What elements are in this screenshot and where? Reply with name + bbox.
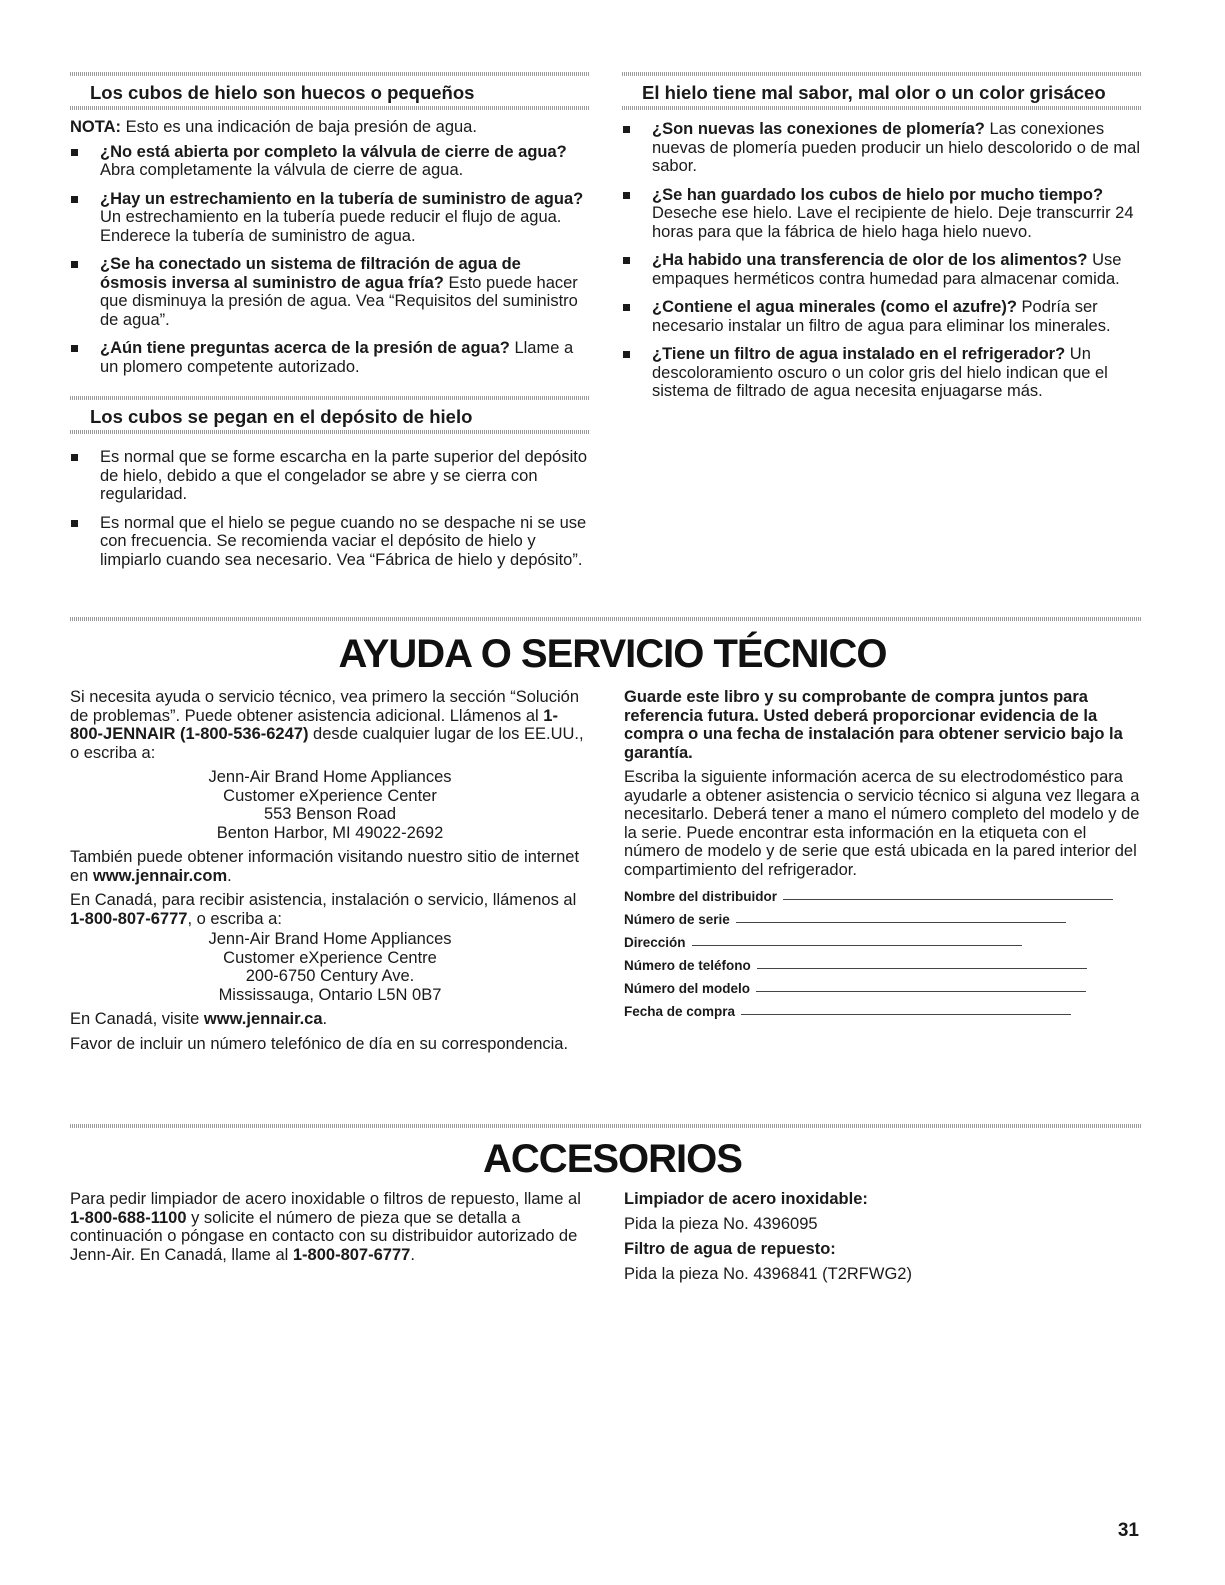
blank-line [783, 899, 1113, 900]
list-item [622, 251, 1142, 288]
question-text: ¿Ha habido una transferencia de olor de los alimentos? [652, 251, 1088, 269]
service-title: AYUDA O SERVICIO TÉCNICO [338, 632, 887, 676]
list-item [622, 186, 1142, 242]
blank-line [692, 945, 1022, 946]
question-text: ¿Se han guardado los cubos de hielo por mucho tiempo? [652, 185, 1104, 204]
order-text-end: . [410, 1245, 415, 1264]
answer-text: Use empaques herméticos contra humedad para almacenar comida. [652, 251, 1122, 288]
address-line: 553 Benson Road [263, 805, 397, 823]
filter-label: Filtro de agua de repuesto: [624, 1239, 836, 1258]
bad-taste-list [622, 120, 1142, 401]
list-item: Es normal que el hielo se pegue cuando no se despache ni se use con frecuencia. Se recomienda vaciar el depósito de hielo y limpiarlo cuando sea necesario. Vea “Fábrica de hielo y depósito”. [70, 514, 590, 570]
canada-text-end: , o escriba a: [187, 909, 282, 928]
answer-text: Podría ser necesario instalar un filtro de agua para eliminar los minerales. [652, 298, 1111, 335]
intro-text-end: desde cualquier lugar de los EE.UU., o escriba a: [70, 725, 584, 762]
form-line-purchase-date [624, 996, 1140, 1019]
hollow-cubes-list [70, 143, 590, 377]
write-info-paragraph: Escriba la siguiente información acerca de su electrodoméstico para ayudarle a obtener asistencia o servicio técnico si alguna vez llegara a necesitarlo. Deberá tener a mano el número completo del modelo y de la serie. Puede encontrar esta información en la etiqueta con el número de modelo y de serie que está ubicada en la pared interior del compartimiento del refrigerador. [624, 768, 1140, 879]
list-item [70, 190, 590, 246]
form-label: Número de teléfono [624, 958, 751, 973]
question-text: ¿Contiene el agua minerales (como el azufre)? [652, 298, 1017, 316]
address-line: Mississauga, Ontario L5N 0B7 [218, 985, 442, 1004]
answer-text: Llame a un plomero competente autorizado. [100, 339, 574, 376]
left-column-top [70, 72, 590, 386]
accessories-order-paragraph [70, 1190, 590, 1264]
address-line: Jenn-Air Brand Home Appliances [208, 768, 452, 786]
website-url: www.jennair.com [92, 866, 228, 885]
address-line: 200-6750 Century Ave. [245, 967, 415, 985]
answer-text: Un estrechamiento en la tubería puede reducir el flujo de agua. Enderece la tubería de suministro de agua. [100, 208, 562, 245]
form-label: Dirección [624, 935, 686, 950]
divider-rule [70, 617, 1142, 621]
section-heading: Los cubos de hielo son huecos o pequeños [90, 82, 475, 103]
cleaner-label: Limpiador de acero inoxidable: [624, 1190, 868, 1208]
canada-text: En Canadá, para recibir asistencia, instalación o servicio, llámenos al [70, 891, 577, 909]
form-line-dealer [624, 881, 1140, 904]
order-text: Para pedir limpiador de acero inoxidable o filtros de repuesto, llame al [70, 1190, 581, 1208]
service-left-column [70, 688, 590, 1053]
accessories-title: ACCESORIOS [483, 1137, 742, 1181]
answer-text: Deseche ese hielo. Lave el recipiente de hielo. Deje transcurrir 24 horas para que la fábrica de hielo haga hielo nuevo. [652, 204, 1134, 241]
answer-text: Las conexiones nuevas de plomería pueden producir un hielo descolorido o de mal sabor. [652, 120, 1140, 175]
right-column-top [622, 72, 1142, 411]
blank-line [756, 991, 1086, 992]
answer-text: Abra completamente la válvula de cierre de agua. [100, 161, 464, 179]
form-label: Nombre del distribuidor [624, 889, 778, 904]
form-label: Fecha de compra [624, 1004, 736, 1019]
answer-text: Un descoloramiento oscuro o un color gris del hielo indican que el sistema de filtrado de agua necesita enjuagarse más. [652, 345, 1108, 400]
page-number: 31 [1117, 1520, 1139, 1541]
left-column-bottom [70, 396, 590, 579]
section-heading: Los cubos se pegan en el depósito de hielo [90, 406, 473, 427]
answer-text: Esto puede hacer que disminuya la presión de agua. Vea “Requisitos del suministro de agua”. [100, 273, 578, 329]
us-mailing-address [70, 768, 590, 842]
section-header-hollow-cubes [70, 72, 590, 110]
address-line: Customer eXperience Center [223, 786, 437, 805]
keep-receipt-text: Guarde este libro y su comprobante de compra juntos para referencia futura. Usted deberá proporcionar evidencia de la compra o una fecha de instalación para obtener servicio bajo la garantía. [624, 688, 1123, 762]
sticking-cubes-list [70, 448, 590, 569]
us-phone-number: 1-800-JENNAIR (1-800-536-6247) [70, 706, 558, 743]
website-paragraph [70, 848, 590, 885]
address-line: Customer eXperience Centre [223, 948, 437, 967]
phone-note: Favor de incluir un número telefónico de día en su correspondencia. [70, 1034, 569, 1053]
service-intro [70, 688, 590, 762]
list-item [622, 120, 1142, 176]
form-line-model [624, 973, 1140, 996]
canada-phone-number: 1-800-807-6777 [70, 909, 188, 928]
canada-order-phone: 1-800-807-6777 [292, 1245, 411, 1264]
divider-rule [70, 1124, 1142, 1128]
intro-text: Si necesita ayuda o servicio técnico, vea primero la sección “Solución de problemas”. Puede obtener asistencia adicional. Llámenos al [70, 688, 580, 725]
question-text: ¿Aún tiene preguntas acerca de la presión de agua? [100, 339, 510, 357]
note-text: Esto es una indicación de baja presión de agua. [121, 118, 477, 136]
order-text-middle: y solicite el número de pieza que se detalla a continuación o póngase en contacto con su distribuidor autorizado de Jenn-Air. En Canadá, llame al [70, 1208, 578, 1264]
section-heading: El hielo tiene mal sabor, mal olor o un color grisáceo [642, 82, 1106, 103]
blank-line [736, 922, 1066, 923]
list-item [622, 345, 1142, 401]
canada-website-url: www.jennair.ca [203, 1010, 323, 1028]
website-text: También puede obtener información visitando nuestro sitio de internet en [70, 848, 580, 885]
question-text: ¿No está abierta por completo la válvula de cierre de agua? [100, 142, 567, 161]
question-text: ¿Hay un estrechamiento en la tubería de suministro de agua? [100, 189, 584, 208]
section-header-bad-taste [622, 72, 1142, 110]
form-line-address [624, 927, 1140, 950]
list-item [70, 339, 590, 376]
question-text: ¿Se ha conectado un sistema de filtración de agua de ósmosis inversa al suministro de agua fría? [100, 255, 521, 292]
canada-mailing-address [70, 930, 590, 1004]
address-line: Benton Harbor, MI 49022-2692 [216, 823, 444, 842]
us-order-phone: 1-800-688-1100 [70, 1208, 187, 1227]
address-line: Jenn-Air Brand Home Appliances [208, 930, 452, 948]
list-item: Es normal que se forme escarcha en la parte superior del depósito de hielo, debido a que el congelador se abre y se cierra con regularidad. [70, 448, 590, 504]
canada-website-text: En Canadá, visite [70, 1010, 204, 1028]
question-text: ¿Son nuevas las conexiones de plomería? [652, 120, 985, 138]
form-line-serial [624, 904, 1140, 927]
record-form [624, 881, 1140, 1019]
canada-website-text-end: . [322, 1010, 328, 1028]
keep-receipt-notice [624, 688, 1140, 762]
list-item [70, 143, 590, 180]
list-item [70, 255, 590, 329]
blank-line [741, 1014, 1071, 1015]
form-line-phone [624, 950, 1140, 973]
note-label: NOTA: [70, 118, 122, 136]
cleaner-part-number: Pida la pieza No. 4396095 [624, 1215, 818, 1233]
blank-line [757, 968, 1087, 969]
form-label: Número de serie [624, 912, 730, 927]
section-header-sticking-cubes [70, 396, 590, 434]
question-text: ¿Tiene un filtro de agua instalado en el refrigerador? [652, 345, 1066, 363]
service-right-column [624, 688, 1140, 1019]
accessories-right-column [624, 1190, 1140, 1283]
note-paragraph [70, 118, 590, 137]
website-text-end: . [227, 866, 232, 885]
list-item [622, 298, 1142, 335]
filter-part-number: Pida la pieza No. 4396841 (T2RFWG2) [624, 1264, 912, 1283]
canada-website-paragraph [70, 1010, 590, 1029]
canada-service-paragraph [70, 891, 590, 928]
form-label: Número del modelo [624, 981, 751, 996]
accessories-left-column [70, 1190, 590, 1264]
